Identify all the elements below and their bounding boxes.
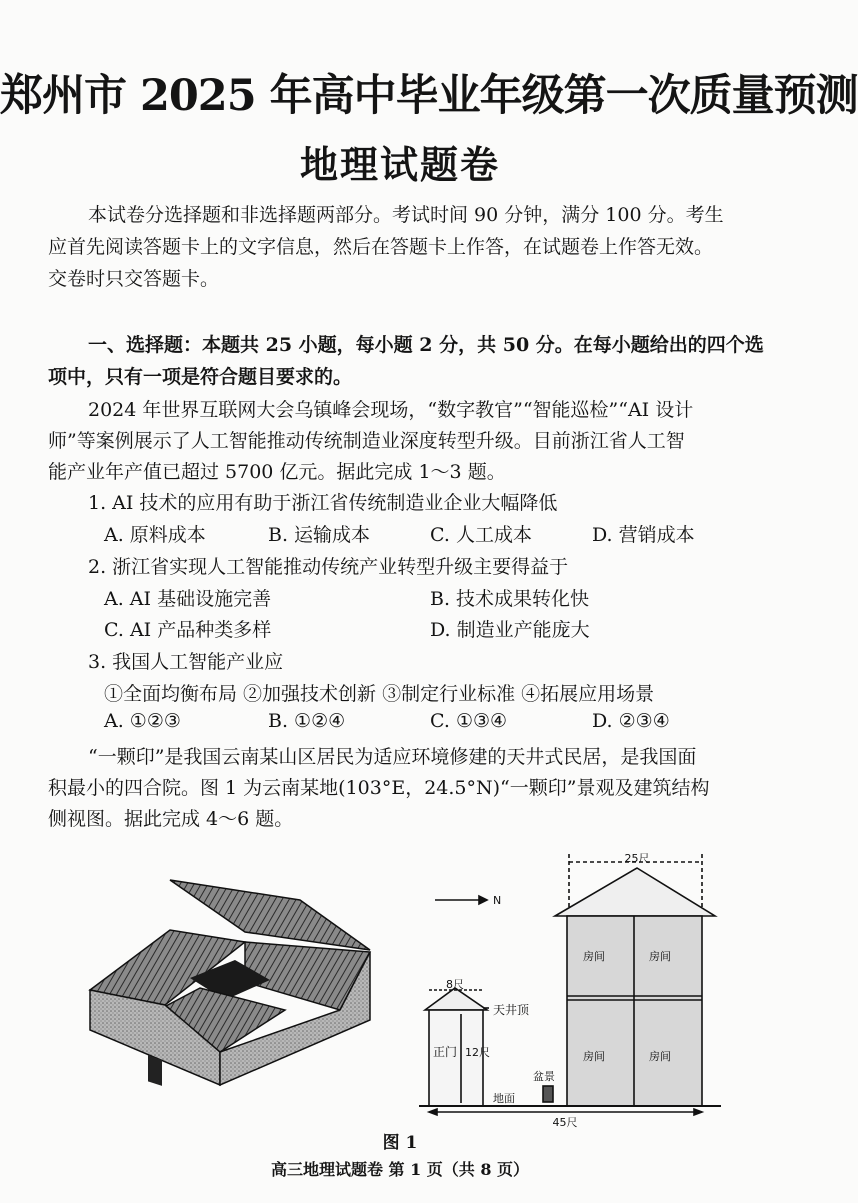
question-3-stem: 3. 我国人工智能产业应 [88, 651, 284, 673]
q2-option-d: D. 制造业产能庞大 [430, 619, 590, 641]
ground-label: 地面 [493, 1092, 515, 1105]
passage1-line-3: 能产业年产值已超过 5700 亿元。据此完成 1～3 题。 [48, 461, 506, 483]
building-side-view-diagram [415, 848, 725, 1129]
passage2-line-3: 侧视图。据此完成 4～6 题。 [48, 808, 294, 830]
gate-label: 正门 [433, 1045, 458, 1059]
q2-option-c: C. AI 产品种类多样 [104, 619, 272, 641]
q1-option-d: D. 营销成本 [592, 524, 695, 546]
page-subtitle: 地理试题卷 [299, 142, 500, 187]
q3-option-c: C. ①③④ [430, 710, 508, 732]
section-heading-line-2: 项中，只有一项是符合题目要求的。 [48, 366, 353, 388]
room-lower-right: 房间 [649, 1050, 671, 1063]
q2-option-b: B. 技术成果转化快 [430, 588, 590, 610]
q1-option-a: A. 原料成本 [104, 524, 206, 546]
q3-statements: ①全面均衡布局 ②加强技术创新 ③制定行业标准 ④拓展应用场景 [104, 683, 655, 705]
house-landscape-illustration [70, 870, 390, 1090]
north-label: N [493, 894, 502, 907]
bonsai-label: 盆景 [533, 1070, 555, 1083]
q1-option-b: B. 运输成本 [268, 524, 371, 546]
question-2-stem: 2. 浙江省实现人工智能推动传统产业转型升级主要得益于 [88, 556, 569, 578]
room-upper-left: 房间 [583, 950, 605, 963]
passage2-line-1: “一颗印”是我国云南某山区居民为适应环境修建的天井式民居，是我国面 [88, 746, 697, 768]
height-label: 12尺 [465, 1046, 490, 1059]
dim-total-width: 45尺 [552, 1116, 578, 1129]
room-lower-left: 房间 [583, 1050, 605, 1063]
q2-option-a: A. AI 基础设施完善 [104, 588, 272, 610]
passage1-line-1: 2024 年世界互联网大会乌镇峰会现场，“数字教官”“智能巡检”“AI 设计 [88, 399, 694, 421]
page-footer: 高三地理试题卷 第 1 页（共 8 页） [270, 1160, 530, 1179]
dim-top-width: 25尺 [624, 852, 650, 865]
figure-label: 图 1 [382, 1133, 418, 1153]
page-title: 郑州市 2025 年高中毕业年级第一次质量预测 [0, 71, 858, 121]
passage1-line-2: 师”等案例展示了人工智能推动传统制造业深度转型升级。目前浙江省人工智 [48, 430, 685, 452]
q1-option-c: C. 人工成本 [430, 524, 532, 546]
passage2-line-2: 积最小的四合院。图 1 为云南某地(103°E，24.5°N)“一颗印”景观及建筑结构 [48, 777, 710, 799]
q3-option-d: D. ②③④ [592, 710, 670, 732]
intro-line-3: 交卷时只交答题卡。 [48, 268, 220, 290]
q3-option-a: A. ①②③ [104, 710, 181, 732]
dim-left-width: 8尺 [446, 978, 464, 991]
courtyard-roof-label: 天井顶 [493, 1003, 530, 1017]
room-upper-right: 房间 [649, 950, 671, 963]
intro-line-1: 本试卷分选择题和非选择题两部分。考试时间 90 分钟，满分 100 分。考生 [88, 204, 724, 226]
q3-option-b: B. ①②④ [268, 710, 346, 732]
intro-line-2: 应首先阅读答题卡上的文字信息，然后在答题卡上作答，在试题卷上作答无效。 [48, 236, 714, 258]
section-heading-line-1: 一、选择题：本题共 25 小题，每小题 2 分，共 50 分。在每小题给出的四个选 [88, 334, 764, 356]
question-1-stem: 1. AI 技术的应用有助于浙江省传统制造业企业大幅降低 [88, 492, 558, 514]
